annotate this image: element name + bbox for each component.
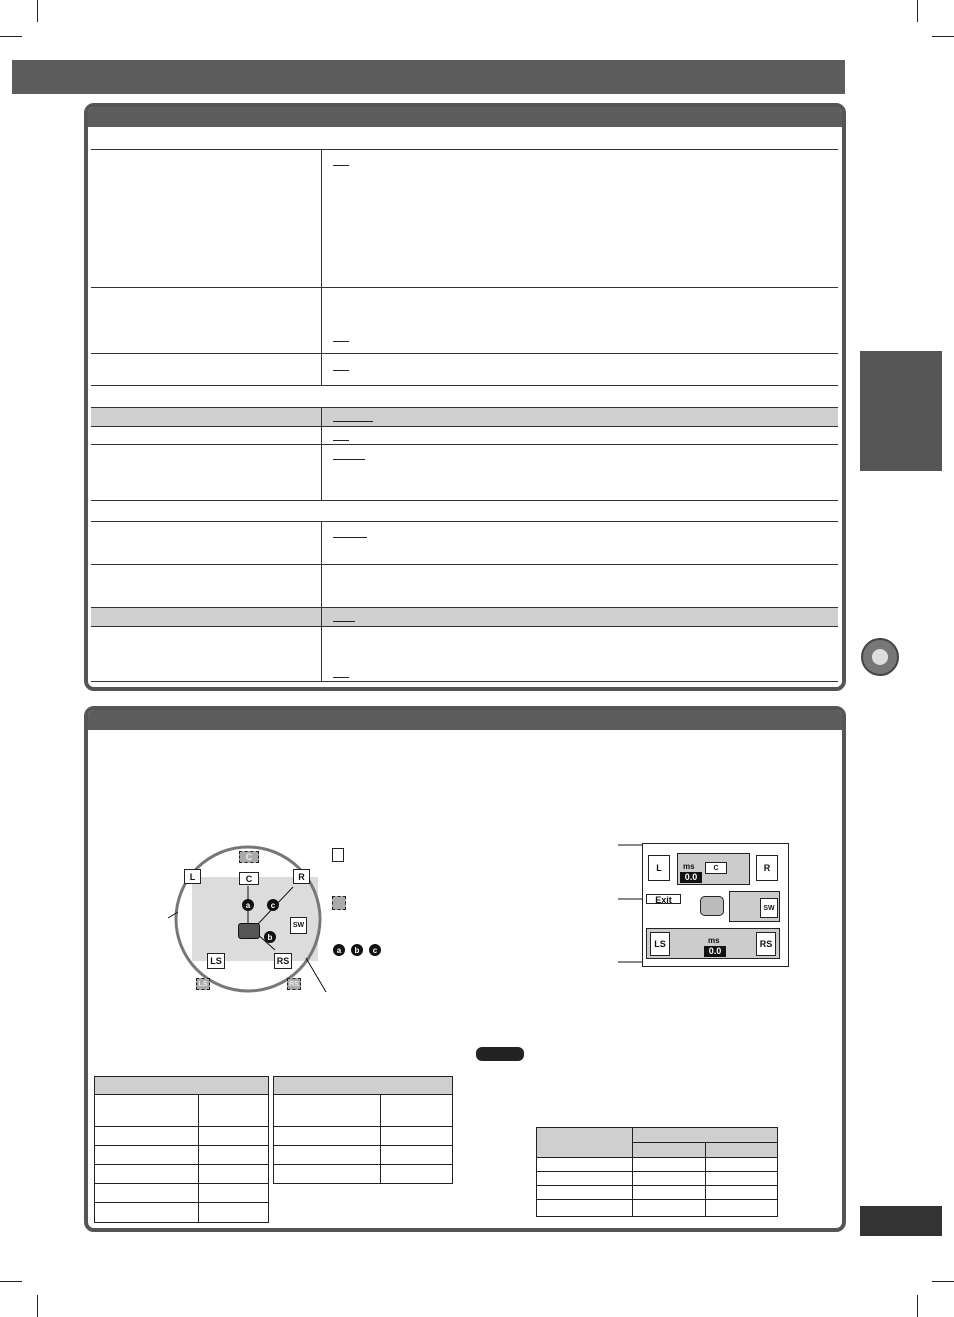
osd-speaker-right: R bbox=[756, 855, 778, 881]
table-3-col-head bbox=[632, 1142, 706, 1158]
table-1-cell bbox=[94, 1126, 199, 1146]
table-3-cell bbox=[536, 1171, 633, 1186]
table-3-cell bbox=[632, 1199, 706, 1217]
osd-front-ms-unit: ms bbox=[683, 862, 695, 871]
table-1-cell bbox=[198, 1183, 269, 1203]
table-2-cell bbox=[273, 1126, 381, 1146]
table-3-cell bbox=[536, 1199, 633, 1217]
table-2-col-head bbox=[380, 1094, 453, 1127]
table-1-cell bbox=[198, 1164, 269, 1184]
distance-marker-b: b bbox=[264, 931, 276, 943]
table-1-cell bbox=[198, 1145, 269, 1165]
table-3-cell bbox=[632, 1171, 706, 1186]
speaker-surround-left-ideal: LS bbox=[196, 978, 210, 990]
table-1-cell bbox=[198, 1202, 269, 1223]
osd-surround-ms-unit: ms bbox=[708, 936, 720, 945]
table-1-cell bbox=[198, 1126, 269, 1146]
table-1-cell bbox=[94, 1183, 199, 1203]
distance-marker-c: c bbox=[267, 899, 279, 911]
table-3-row-head bbox=[536, 1127, 633, 1158]
legend-marker-b: b bbox=[351, 944, 363, 956]
table-3-col-head bbox=[705, 1142, 778, 1158]
speaker-surround-right: RS bbox=[274, 953, 292, 969]
osd-speaker-left: L bbox=[648, 855, 670, 881]
table-1-col-head bbox=[94, 1094, 199, 1127]
leader-line bbox=[306, 958, 326, 992]
table-3-cell bbox=[705, 1171, 778, 1186]
speaker-subwoofer: SW bbox=[290, 917, 307, 934]
table-2-cell bbox=[273, 1145, 381, 1165]
osd-surround-delay-value[interactable]: 0.0 bbox=[704, 946, 726, 957]
speaker-front-left: L bbox=[184, 869, 201, 884]
listener-seat-icon bbox=[238, 923, 260, 939]
table-2-col-head bbox=[273, 1094, 381, 1127]
speaker-surround-left: LS bbox=[207, 953, 225, 969]
legend-marker-a: a bbox=[333, 944, 345, 956]
speaker-center-ideal: C bbox=[239, 851, 259, 863]
table-3-cell bbox=[536, 1185, 633, 1200]
table-2-cell bbox=[380, 1164, 453, 1184]
table-2-cell bbox=[380, 1126, 453, 1146]
table-1-cell bbox=[94, 1145, 199, 1165]
legend-marker-c: c bbox=[369, 944, 381, 956]
table-3-cell bbox=[632, 1185, 706, 1200]
osd-front-delay-value[interactable]: 0.0 bbox=[680, 872, 702, 883]
table-3-cell bbox=[705, 1199, 778, 1217]
speaker-center: C bbox=[239, 872, 259, 885]
osd-speaker-subwoofer: SW bbox=[760, 898, 778, 918]
table-3-cell bbox=[536, 1157, 633, 1172]
speaker-front-right: R bbox=[293, 869, 310, 884]
distance-marker-a: a bbox=[242, 899, 254, 911]
legend-ideal-speaker-icon bbox=[332, 896, 346, 910]
table-1-cell bbox=[94, 1164, 199, 1184]
speaker-surround-right-ideal: RS bbox=[287, 978, 301, 990]
table-1-header bbox=[94, 1076, 269, 1095]
table-2-cell bbox=[380, 1145, 453, 1165]
table-2-cell bbox=[273, 1164, 381, 1184]
osd-speaker-center: C bbox=[705, 862, 727, 874]
osd-speaker-surround-left: LS bbox=[650, 932, 670, 956]
table-3-cell bbox=[705, 1157, 778, 1172]
osd-exit-button[interactable]: Exit bbox=[646, 894, 681, 904]
note-badge bbox=[476, 1047, 524, 1061]
table-3-group-head bbox=[632, 1127, 778, 1143]
table-1-cell bbox=[94, 1202, 199, 1223]
table-1-col-head bbox=[198, 1094, 269, 1127]
table-2-header bbox=[273, 1076, 453, 1095]
table-3-cell bbox=[705, 1185, 778, 1200]
legend-actual-speaker-icon bbox=[332, 848, 344, 862]
osd-speaker-surround-right: RS bbox=[756, 932, 776, 956]
table-3-cell bbox=[632, 1157, 706, 1172]
osd-listener-seat-icon bbox=[700, 896, 724, 916]
